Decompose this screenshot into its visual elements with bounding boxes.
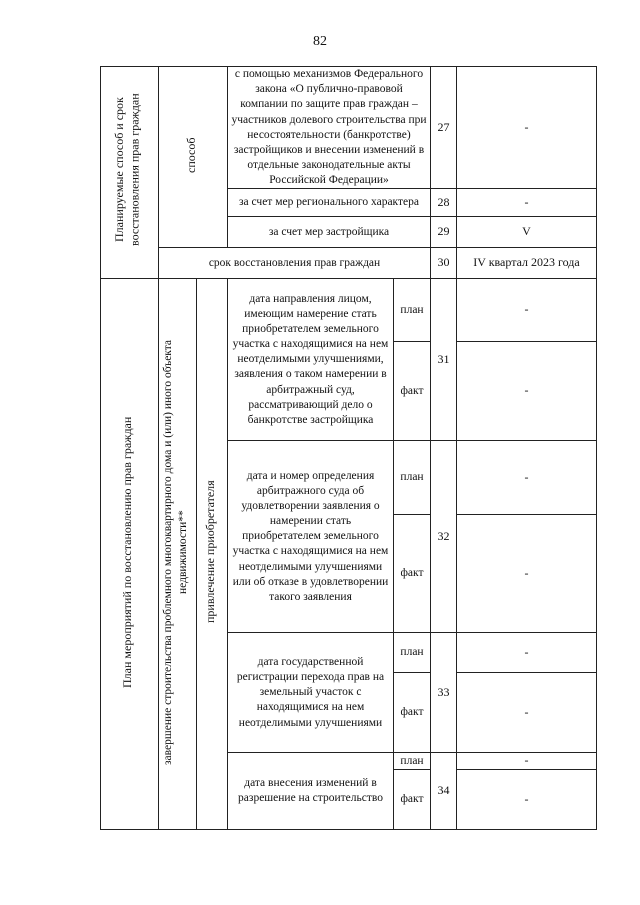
- plan-value: -: [457, 753, 597, 770]
- item-number: 32: [431, 441, 457, 633]
- method-label-cell: [159, 67, 228, 248]
- plan-label: план: [394, 753, 431, 770]
- section2-title-cell: [101, 279, 159, 830]
- subsub-label: привлечение приобретателя: [203, 480, 217, 624]
- fact-value: -: [457, 770, 597, 830]
- plan-label: план: [394, 279, 431, 342]
- item-text: дата государственной регистрации перехода прав на земельный участок с находящимися на нем неотделимыми улучшениями: [228, 633, 394, 753]
- subsub-cell: [197, 279, 228, 830]
- section2-subtitle: завершение строительства проблемного многоквартирного дома и (или) иного объекта недвижимости**: [161, 339, 189, 765]
- item-number: 31: [431, 279, 457, 441]
- fact-label: факт: [394, 342, 431, 441]
- fact-label: факт: [394, 673, 431, 753]
- document-table: [100, 66, 597, 830]
- item-text: дата направления лицом, имеющим намерение стать приобретателем земельного участка с находящимися на нем неотделимыми улучшениями, заявления о таком намерении в арбитражный суд, рассматривающий дело о банкротстве застройщика: [228, 279, 394, 441]
- plan-label: план: [394, 633, 431, 673]
- item-number: 33: [431, 633, 457, 753]
- row-text: за счет мер застройщика: [228, 217, 431, 248]
- page-number: 82: [313, 34, 327, 49]
- item-text: дата внесения изменений в разрешение на строительство: [228, 753, 394, 830]
- table-row: [101, 279, 597, 342]
- method-label: способ: [184, 136, 198, 173]
- row-value: -: [457, 189, 597, 217]
- row-number: 28: [431, 189, 457, 217]
- deadline-number: 30: [431, 248, 457, 279]
- plan-value: -: [457, 279, 597, 342]
- fact-label: факт: [394, 770, 431, 830]
- item-number: 34: [431, 753, 457, 830]
- section1-title-cell: [101, 67, 159, 279]
- item-text: дата и номер определения арбитражного суда об удовлетворении заявления о намерении стать приобретателем земельного участка с находящимися на нем неотделимыми улучшениями или об отказе в удовлетворении такого заявления: [228, 441, 394, 633]
- row-value: -: [457, 67, 597, 189]
- table-row: [101, 67, 597, 189]
- plan-label: план: [394, 441, 431, 515]
- fact-label: факт: [394, 515, 431, 633]
- row-number: 29: [431, 217, 457, 248]
- deadline-value: IV квартал 2023 года: [457, 248, 597, 279]
- table-row: [101, 248, 597, 279]
- row-value: V: [457, 217, 597, 248]
- fact-value: -: [457, 342, 597, 441]
- plan-value: -: [457, 633, 597, 673]
- section1-title: Планируемые способ и срок восстановления прав граждан: [111, 93, 142, 247]
- row-text: за счет мер регионального характера: [228, 189, 431, 217]
- section2-subtitle-cell: [159, 279, 197, 830]
- fact-value: -: [457, 515, 597, 633]
- deadline-text: срок восстановления прав граждан: [159, 248, 431, 279]
- row-number: 27: [431, 67, 457, 189]
- section2-title: План мероприятий по восстановлению прав граждан: [119, 416, 134, 688]
- row-text: с помощью механизмов Федерального закона «О публично-правовой компании по защите прав граждан – участников долевого строительства при несостоятельности (банкротстве) застройщиков и внесении изменений в отдельные законодательные акты Российской Федерации»: [228, 67, 431, 189]
- plan-value: -: [457, 441, 597, 515]
- fact-value: -: [457, 673, 597, 753]
